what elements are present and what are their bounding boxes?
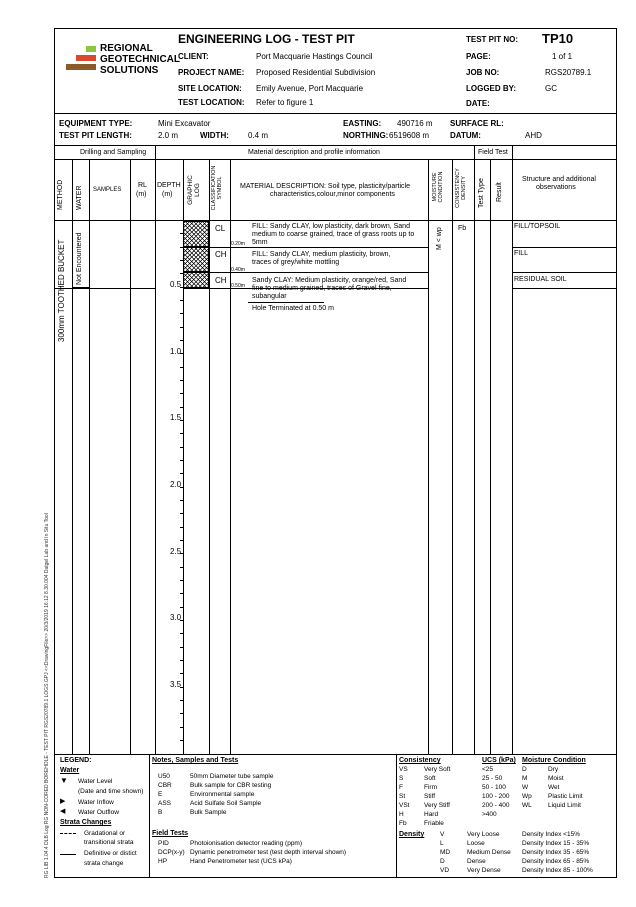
depth-tick [180, 527, 184, 528]
northing-label: NORTHING: [343, 131, 389, 140]
note-code: B [158, 809, 163, 816]
depth-tick [180, 313, 184, 314]
consistency-name: Stiff [424, 793, 436, 800]
water-col-header: WATER [76, 185, 83, 210]
layer-1-depth-mark: 0.20m [231, 241, 245, 247]
density-code: V [440, 831, 445, 838]
consistency-name: Hard [424, 811, 439, 818]
depth-col-unit: (m) [162, 191, 173, 198]
notes-title: Notes, Samples and Tests [152, 757, 239, 764]
layer-3-symbol: CH [215, 276, 227, 285]
col-divider [452, 159, 453, 754]
legend-title: LEGEND: [60, 757, 92, 764]
rl-col-header: RL [138, 182, 147, 189]
depth-tick [180, 593, 184, 594]
density-title: Density [399, 831, 425, 838]
depth-tick [180, 647, 184, 648]
density-code: MD [440, 849, 451, 856]
layer-boundary [512, 288, 617, 289]
hole-terminated-text: Hole Terminated at 0.50 m [252, 305, 334, 312]
depth-tick [180, 473, 184, 474]
consistency-code: Fb [399, 820, 407, 827]
depth-tick [180, 233, 184, 234]
divider [54, 145, 617, 146]
layer-3-desc-1: Sandy CLAY: Medium plasticity, orange/red, Sand [252, 277, 407, 284]
depth-tick [180, 540, 184, 541]
classification-header: CLASSIFICATION SYMBOL [211, 165, 223, 211]
project-value: Proposed Residential Subdivision [256, 68, 376, 77]
rl-col-unit: (m) [136, 191, 147, 198]
test-location-label: TEST LOCATION: [178, 98, 245, 107]
legend-water-level-sub: (Date and time shown) [78, 788, 144, 795]
density-index: Density Index 85 - 100% [522, 867, 593, 874]
consistency-code: VSt [399, 802, 410, 809]
drilling-sampling-header: Drilling and Sampling [80, 149, 147, 156]
depth-tick [180, 340, 184, 341]
result-header: Result [496, 182, 503, 202]
surface-rl-label: SURFACE RL: [450, 119, 504, 128]
depth-tick [180, 260, 184, 261]
pit-length-value: 2.0 m [158, 131, 179, 140]
test-pit-no-label: TEST PIT NO: [466, 35, 518, 44]
note-code: U50 [158, 773, 170, 780]
depth-tick [180, 407, 184, 408]
depth-label-2-5: 2.5 [170, 547, 182, 556]
test-type-header: Test Type [478, 178, 485, 208]
depth-col-header: DEPTH [157, 182, 181, 189]
consistency-name: Friable [424, 820, 444, 827]
note-desc: Environmental sample [190, 791, 255, 798]
gradational-line-icon [60, 833, 76, 834]
easting-label: EASTING: [343, 119, 382, 128]
page-label: PAGE: [466, 52, 491, 61]
depth-label-2-0: 2.0 [170, 480, 182, 489]
col-divider [230, 159, 231, 754]
density-index: Density Index 35 - 65% [522, 849, 590, 856]
legend-divider [396, 754, 397, 878]
depth-label-3-0: 3.0 [170, 613, 182, 622]
site-value: Emily Avenue, Port Macquarie [256, 84, 364, 93]
depth-tick [180, 713, 184, 714]
depth-label-3-5: 3.5 [170, 680, 182, 689]
structure-header-2: observations [536, 184, 576, 191]
note-desc: Bulk Sample [190, 809, 227, 816]
water-value: Not Encountered [76, 232, 83, 285]
density-index: Density Index 65 - 85% [522, 858, 590, 865]
depth-tick [180, 380, 184, 381]
depth-tick [180, 433, 184, 434]
project-label: PROJECT NAME: [178, 68, 245, 77]
logo-line-1: REGIONAL [100, 43, 153, 54]
consistency-code: H [399, 811, 404, 818]
layer-3-depth-mark: 0.50m [231, 283, 245, 289]
easting-value: 490716 m [397, 119, 433, 128]
structure-header-1: Structure and additional [522, 176, 596, 183]
divider [54, 159, 617, 160]
logged-label: LOGGED BY: [466, 84, 517, 93]
logged-value: GC [545, 84, 557, 93]
graphic-log-layer-2 [183, 247, 209, 272]
layer-1-desc-2: medium to coarse grained, trace of grass roots up to [252, 231, 415, 238]
note-code: ASS [158, 800, 172, 807]
consistency-value: Fb [458, 225, 467, 232]
field-test-code: HP [158, 858, 168, 865]
consistency-ucs: 200 - 400 [482, 802, 510, 809]
layer-1-symbol: CL [215, 224, 226, 233]
material-profile-header: Material description and profile information [248, 149, 380, 156]
moisture-header: MOISTURE CONDITION [432, 171, 444, 203]
water-level-icon: ▼ [60, 776, 68, 785]
pit-length-label: TEST PIT LENGTH: [59, 131, 132, 140]
legend-water-title: Water [60, 767, 80, 774]
moisture-value: M < wp [436, 227, 443, 250]
width-label: WIDTH: [200, 131, 229, 140]
note-desc: Bulk sample for CBR testing [190, 782, 272, 789]
test-pit-no: TP10 [542, 31, 574, 46]
moisture-code: WL [522, 802, 532, 809]
depth-label-1-0: 1.0 [170, 347, 182, 356]
depth-tick [180, 673, 184, 674]
col-divider [512, 145, 513, 754]
moisture-condition-title: Moisture Condition [522, 757, 586, 764]
col-divider [474, 145, 475, 754]
client-label: CLIENT: [178, 52, 209, 61]
consistency-ucs: 25 - 50 [482, 775, 503, 782]
material-desc-header-1: MATERIAL DESCRIPTION: Soil type, plasticity/particle [240, 183, 410, 190]
divider [54, 754, 617, 755]
consistency-ucs: 100 - 200 [482, 793, 510, 800]
moisture-name: Wet [548, 784, 560, 791]
depth-tick [180, 247, 184, 248]
layer-boundary [512, 247, 617, 248]
depth-tick [180, 660, 184, 661]
depth-tick [180, 727, 184, 728]
layer-2-desc-2: traces of grey/white mottling [252, 259, 340, 266]
northing-value: 6519608 m [389, 131, 430, 140]
layer-2-observation: FILL [514, 250, 529, 257]
datum-label: DATUM: [450, 131, 481, 140]
col-divider [490, 159, 491, 754]
note-desc: 50mm Diameter tube sample [190, 773, 274, 780]
layer-boundary [54, 288, 155, 289]
client-value: Port Macquarie Hastings Council [256, 52, 373, 61]
method-value: 300mm TOOTHED BUCKET [57, 239, 66, 342]
field-test-desc: Hand Penetrometer test (UCS kPa) [190, 858, 292, 865]
consistency-title: Consistency [399, 757, 441, 764]
consistency-code: F [399, 784, 403, 791]
col-divider [130, 159, 131, 754]
moisture-name: Plastic Limit [548, 793, 583, 800]
field-test-desc: Dynamic penetrometer test (test depth interval shown) [190, 849, 347, 856]
depth-tick [180, 500, 184, 501]
density-code: VD [440, 867, 450, 874]
consistency-code: St [399, 793, 406, 800]
consistency-name: Very Soft [424, 766, 451, 773]
moisture-code: D [522, 766, 527, 773]
note-desc: Acid Sulfate Soil Sample [190, 800, 262, 807]
layer-boundary [183, 272, 428, 273]
col-divider [72, 159, 73, 754]
graphic-log-header: GRAPHIC LOG [187, 175, 201, 205]
samples-col-header: SAMPLES [93, 187, 122, 193]
definitive-line-icon [60, 854, 76, 855]
density-name: Medium Dense [467, 849, 511, 856]
legend-gradational-1: Gradational or [84, 830, 126, 837]
layer-2-depth-mark: 0.40m [231, 267, 245, 273]
ucs-title: UCS (kPa) [482, 757, 516, 764]
divider [54, 220, 617, 221]
density-name: Dense [467, 858, 486, 865]
layer-3-observation: RESIDUAL SOIL [514, 276, 567, 283]
depth-tick [180, 460, 184, 461]
layer-boundary [183, 247, 428, 248]
logo-bar-brown [66, 64, 96, 70]
legend-strata-title: Strata Changes [60, 819, 112, 826]
legend-water-inflow: Water Inflow [78, 799, 114, 806]
graphic-log-layer-1 [183, 221, 209, 247]
site-label: SITE LOCATION: [178, 84, 242, 93]
legend-definitive-1: Definitive or distict [84, 850, 137, 857]
depth-tick [180, 393, 184, 394]
moisture-name: Dry [548, 766, 559, 773]
consistency-ucs: <25 [482, 766, 494, 773]
consistency-code: VS [399, 766, 408, 773]
material-desc-header-2: characteristics,colour,minor components [270, 191, 395, 198]
moisture-name: Liquid Limit [548, 802, 581, 809]
water-outflow-icon: ◀ [60, 808, 66, 815]
date-label: DATE: [466, 99, 490, 108]
layer-2-desc-1: FILL: Sandy CLAY, medium plasticity, brown, [252, 251, 391, 258]
col-divider [428, 159, 429, 754]
layer-1-desc-3: 5mm [252, 239, 268, 246]
depth-tick [180, 327, 184, 328]
depth-tick [180, 740, 184, 741]
depth-tick [180, 700, 184, 701]
method-col-header: METHOD [57, 179, 64, 210]
consistency-name: Very Stiff [424, 802, 450, 809]
depth-label-0-5: 0.5 [170, 280, 182, 289]
job-value: RGS20789.1 [545, 68, 592, 77]
datum-value: AHD [525, 131, 542, 140]
consistency-name: Firm [424, 784, 437, 791]
depth-tick [180, 300, 184, 301]
side-metadata-text: RG LIB 1.04.4 DLB Log RG NON-CORED BOREHOLE - TEST PIT RGS20789.1 LOGS.GPJ <<DrawingFile>> 20/3/2019 16:12 8.30.004 Datgel Lab and In Situ Tool [44, 513, 50, 878]
test-location-value: Refer to figure 1 [256, 98, 314, 107]
col-divider [209, 159, 210, 754]
depth-tick [180, 273, 184, 274]
density-code: D [440, 858, 445, 865]
consistency-header: CONSISTENCY DENSITY [455, 168, 467, 208]
density-index: Density Index <15% [522, 831, 580, 838]
field-test-code: DCP(x-y) [158, 849, 185, 856]
depth-label-1-5: 1.5 [170, 413, 182, 422]
consistency-ucs: 50 - 100 [482, 784, 506, 791]
terminated-box-top [248, 302, 324, 303]
logo-line-2: GEOTECHNICAL [100, 54, 180, 65]
page-title: ENGINEERING LOG - TEST PIT [178, 32, 355, 46]
consistency-ucs: >400 [482, 811, 497, 818]
depth-tick [180, 607, 184, 608]
legend-gradational-2: transitional strata [84, 839, 134, 846]
equipment-type-value: Mini Excavator [158, 119, 211, 128]
moisture-code: W [522, 784, 529, 791]
legend-water-level: Water Level [78, 778, 113, 785]
depth-tick [180, 513, 184, 514]
legend-water-outflow: Water Outflow [78, 809, 119, 816]
layer-1-observation: FILL/TOPSOIL [514, 223, 561, 230]
field-tests-title: Field Tests [152, 830, 189, 837]
layer-3-desc-2: fine to medium grained, traces of Gravel fine, [252, 285, 392, 292]
density-index: Density Index 15 - 35% [522, 840, 590, 847]
water-inflow-icon: ▶ [60, 798, 66, 805]
graphic-log-layer-3 [183, 272, 209, 288]
divider [54, 113, 617, 114]
density-name: Very Loose [467, 831, 500, 838]
note-code: E [158, 791, 163, 798]
legend-divider [149, 754, 150, 878]
layer-2-symbol: CH [215, 250, 227, 259]
job-label: JOB NO: [466, 68, 500, 77]
field-test-code: PID [158, 840, 169, 847]
depth-tick [180, 633, 184, 634]
depth-tick [180, 367, 184, 368]
equipment-type-label: EQUIPMENT TYPE: [59, 119, 133, 128]
logo-bar-green [86, 46, 96, 52]
logo-line-3: SOLUTIONS [100, 65, 159, 76]
moisture-code: M [522, 775, 528, 782]
col-divider [89, 159, 90, 754]
legend-definitive-2: strata change [84, 860, 124, 867]
page-value: 1 of 1 [552, 52, 573, 61]
density-name: Very Dense [467, 867, 501, 874]
moisture-name: Moist [548, 775, 564, 782]
layer-3-desc-3: subangular [252, 293, 287, 300]
width-value: 0.4 m [248, 131, 269, 140]
density-name: Loose [467, 840, 485, 847]
density-code: L [440, 840, 444, 847]
layer-boundary [512, 272, 617, 273]
layer-1-desc-1: FILL: Sandy CLAY, low plasticity, dark brown, Sand [252, 223, 410, 230]
depth-tick [180, 447, 184, 448]
depth-tick [180, 580, 184, 581]
field-test-header: Field Test [478, 149, 508, 156]
consistency-code: S [399, 775, 404, 782]
depth-tick [180, 567, 184, 568]
field-test-desc: Photoionisation detector reading (ppm) [190, 840, 303, 847]
moisture-code: Wp [522, 793, 532, 800]
col-divider [155, 145, 156, 754]
logo-bar-red [76, 55, 96, 61]
note-code: CBR [158, 782, 172, 789]
consistency-name: Soft [424, 775, 436, 782]
